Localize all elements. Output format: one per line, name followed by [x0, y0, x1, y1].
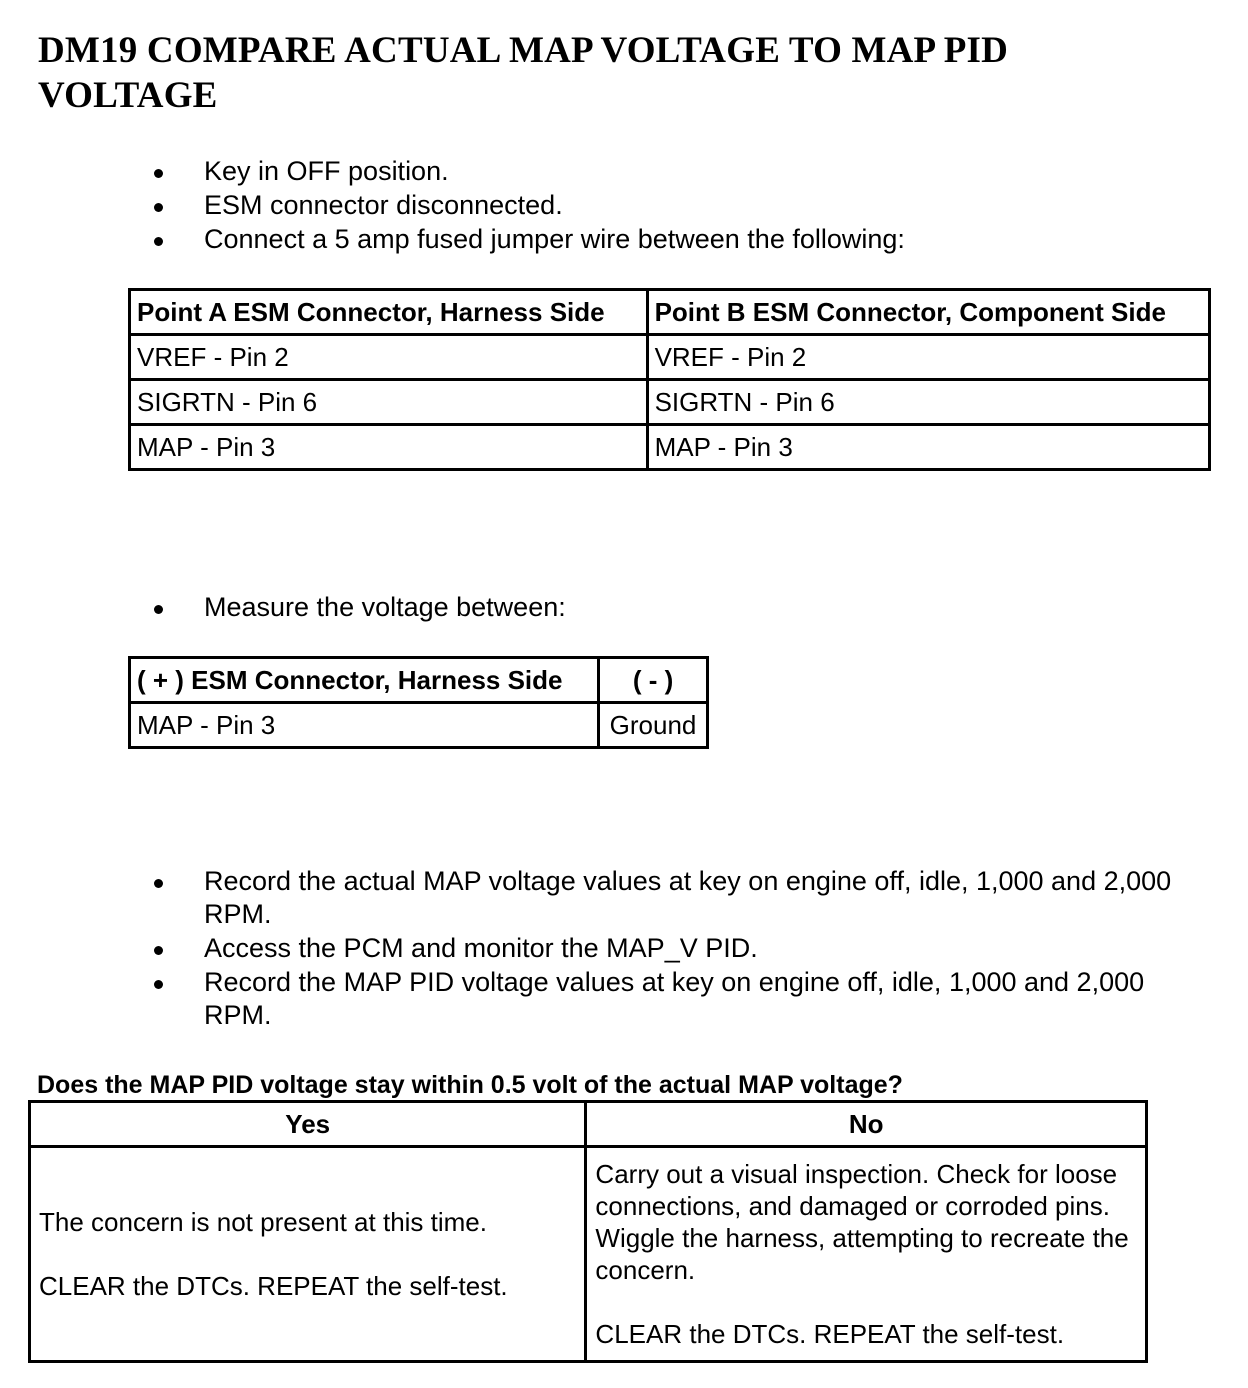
- table-cell: SIGRTN - Pin 6: [647, 380, 1209, 425]
- list-item: ESM connector disconnected.: [150, 189, 1210, 222]
- bullet-icon: [154, 879, 163, 888]
- setup-steps-list: [150, 155, 1210, 257]
- table-cell: MAP - Pin 3: [130, 425, 648, 470]
- yes-action: CLEAR the DTCs. REPEAT the self-test.: [39, 1271, 508, 1301]
- table-row: [130, 425, 1210, 470]
- list-item: Connect a 5 amp fused jumper wire between the following:: [150, 223, 1210, 256]
- table-header-row: [130, 658, 708, 703]
- no-action: CLEAR the DTCs. REPEAT the self-test.: [595, 1319, 1065, 1349]
- bullet-icon: [154, 946, 163, 955]
- bullet-icon: [154, 169, 163, 178]
- page-title: DM19 COMPARE ACTUAL MAP VOLTAGE TO MAP PID VOLTAGE: [38, 30, 1009, 116]
- yes-text: The concern is not present at this time.: [39, 1207, 487, 1237]
- table-cell: MAP - Pin 3: [130, 703, 599, 748]
- table-row: [30, 1147, 1147, 1362]
- header-point-b: Point B ESM Connector, Component Side: [647, 290, 1209, 335]
- measure-voltage-table: [128, 656, 709, 749]
- decision-question: Does the MAP PID voltage stay within 0.5 volt of the actual MAP voltage?: [37, 1071, 903, 1099]
- table-cell: MAP - Pin 3: [647, 425, 1209, 470]
- table-header-row: [130, 290, 1210, 335]
- table-row: [130, 335, 1210, 380]
- yes-cell: [30, 1147, 586, 1362]
- measure-steps-list: [150, 591, 1210, 625]
- bullet-icon: [154, 980, 163, 989]
- list-item: Record the MAP PID voltage values at key on engine off, idle, 1,000 and 2,000 RPM.: [150, 966, 1210, 1032]
- decision-table: [28, 1100, 1148, 1363]
- table-cell: SIGRTN - Pin 6: [130, 380, 648, 425]
- jumper-wire-table: [128, 288, 1211, 471]
- header-point-a: Point A ESM Connector, Harness Side: [130, 290, 648, 335]
- table-cell: VREF - Pin 2: [130, 335, 648, 380]
- table-cell: Ground: [599, 703, 708, 748]
- header-no: No: [586, 1102, 1147, 1147]
- no-cell: [586, 1147, 1147, 1362]
- header-positive: ( + ) ESM Connector, Harness Side: [130, 658, 599, 703]
- table-row: [130, 703, 708, 748]
- table-row: [130, 380, 1210, 425]
- bullet-icon: [154, 605, 163, 614]
- no-text: Carry out a visual inspection. Check for loose connections, and damaged or corroded pins. Wiggle the harness, attempting to recreate the concern.: [595, 1159, 1129, 1285]
- bullet-icon: [154, 203, 163, 212]
- table-cell: VREF - Pin 2: [647, 335, 1209, 380]
- list-item: Key in OFF position.: [150, 155, 1210, 188]
- table-header-row: [30, 1102, 1147, 1147]
- header-negative: ( - ): [599, 658, 708, 703]
- header-yes: Yes: [30, 1102, 586, 1147]
- bullet-icon: [154, 237, 163, 246]
- list-item: Record the actual MAP voltage values at key on engine off, idle, 1,000 and 2,000 RPM.: [150, 865, 1210, 931]
- record-steps-list: [150, 865, 1210, 1033]
- list-item: Measure the voltage between:: [150, 591, 1210, 624]
- list-item: Access the PCM and monitor the MAP_V PID.: [150, 932, 1210, 965]
